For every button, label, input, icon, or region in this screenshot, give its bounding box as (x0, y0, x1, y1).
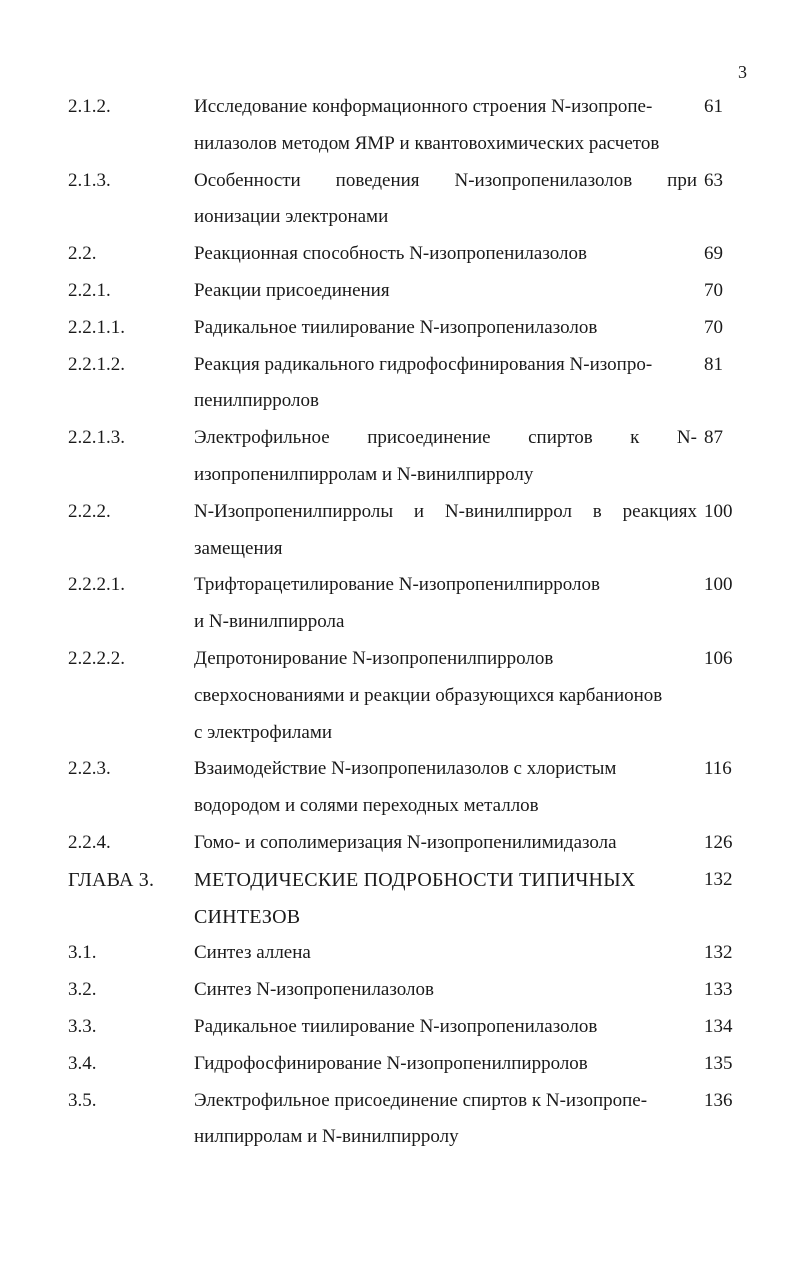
entry-number: 3.2. (68, 979, 97, 1001)
toc-entry-2-2-2 (68, 494, 748, 568)
entry-title-line: Реакции присоединения (194, 279, 390, 301)
page-number: 3 (738, 62, 747, 82)
entry-title-line: замещения (194, 537, 283, 559)
entry-title (194, 1009, 697, 1046)
entry-title-line: Депротонирование N-изопропенилпирролов (194, 647, 554, 669)
toc-entry-chapter-3 (68, 862, 748, 936)
entry-title-line: N-Изопропенилпирролы и N-винилпиррол в реакциях (194, 500, 697, 522)
entry-title (194, 89, 697, 163)
entry-title-line: изопропенилпирролам и N-винилпирролу (194, 463, 534, 485)
entry-number: 2.2.3. (68, 758, 111, 780)
entry-title-line: Особенности поведения N-изопропенилазолов при (194, 169, 697, 191)
entry-page: 126 (704, 831, 733, 853)
entry-title-line: Гидрофосфинирование N-изопропенилпирролов (194, 1052, 588, 1074)
toc-entry-2-2-1-1 (68, 310, 748, 347)
toc-entry-2-2-2-1 (68, 567, 748, 641)
toc-entry-3-3 (68, 1009, 748, 1046)
entry-page: 69 (704, 243, 723, 265)
entry-number: 2.2.2.2. (68, 647, 125, 669)
entry-page: 116 (704, 758, 732, 780)
entry-title-line: с электрофилами (194, 721, 333, 743)
entry-title (194, 236, 697, 273)
entry-title (194, 751, 697, 825)
toc-entry-2-2-3 (68, 751, 748, 825)
entry-number: 3.3. (68, 1015, 97, 1037)
entry-title-line: Взаимодействие N-изопропенилазолов с хлористым (194, 758, 617, 780)
entry-number: 2.1.2. (68, 96, 111, 117)
toc-entry-3-2 (68, 972, 748, 1009)
entry-number: 2.2.4. (68, 831, 111, 853)
entry-page: 132 (704, 942, 733, 964)
entry-number: 2.2.1.1. (68, 316, 125, 338)
entry-page: 70 (704, 316, 723, 338)
entry-title-line: Гомо- и сополимеризация N-изопропенилимидазола (194, 831, 617, 853)
entry-title (194, 825, 697, 862)
entry-page: 81 (704, 353, 723, 375)
entry-number: 3.5. (68, 1089, 97, 1111)
entry-title (194, 1046, 697, 1083)
entry-title-line: Радикальное тиилирование N-изопропенилазолов (194, 316, 598, 338)
entry-title-line: МЕТОДИЧЕСКИЕ ПОДРОБНОСТИ ТИПИЧНЫХ (194, 868, 636, 891)
entry-page: 132 (704, 868, 733, 890)
entry-title (194, 567, 697, 641)
entry-page: 100 (704, 574, 733, 596)
toc-entry-3-4 (68, 1046, 748, 1083)
entry-title-line: Электрофильное присоединение спиртов к N-изопропе- (194, 1089, 648, 1111)
entry-page: 133 (704, 979, 733, 1001)
entry-title (194, 420, 697, 494)
entry-page: 100 (704, 500, 733, 522)
toc-entry-2-2-4 (68, 825, 748, 862)
entry-title-line: Синтез N-изопропенилазолов (194, 979, 434, 1001)
entry-page: 135 (704, 1052, 733, 1074)
entry-number: 2.2.1.2. (68, 353, 125, 375)
toc-entry-2-2-2-2 (68, 641, 748, 751)
entry-title-line: ионизации электронами (194, 206, 389, 228)
entry-title-line: пенилпирролов (194, 390, 319, 412)
entry-title-line: Трифторацетилирование N-изопропенилпирролов (194, 574, 600, 596)
entry-title (194, 862, 697, 936)
entry-title (194, 972, 697, 1009)
entry-number: 3.1. (68, 942, 97, 964)
entry-title-line: Радикальное тиилирование N-изопропенилазолов (194, 1015, 598, 1037)
entry-title-line: водородом и солями переходных металлов (194, 795, 539, 817)
entry-number: 3.4. (68, 1052, 97, 1074)
entry-title (194, 310, 697, 347)
entry-title-line: Синтез аллена (194, 942, 311, 964)
entry-title (194, 494, 697, 568)
toc-entry-2-2-1-3 (68, 420, 748, 494)
toc-entry-3-5 (68, 1083, 748, 1157)
toc-entry-2-2-1-2 (68, 347, 748, 421)
entry-title-line: Реакция радикального гидрофосфинирования N-изопро- (194, 353, 653, 375)
entry-number: 2.2.2. (68, 500, 111, 522)
entry-title (194, 641, 697, 751)
entry-number: 2.2. (68, 243, 97, 265)
entry-page: 136 (704, 1089, 733, 1111)
entry-title-line: Исследование конформационного строения N-изопропе- (194, 96, 653, 117)
entry-number: 2.1.3. (68, 169, 111, 191)
entry-title (194, 1083, 697, 1157)
entry-title-line: нилпирролам и N-винилпирролу (194, 1126, 459, 1148)
entry-title-line: Электрофильное присоединение спиртов к N- (194, 427, 697, 449)
toc-entry-2-2 (68, 236, 748, 273)
entry-page: 87 (704, 427, 723, 449)
entry-number: 2.2.2.1. (68, 574, 125, 596)
entry-title-line: нилазолов методом ЯМР и квантовохимических расчетов (194, 132, 660, 154)
entry-number: 2.2.1. (68, 279, 111, 301)
entry-title-line: и N-винилпиррола (194, 611, 345, 633)
entry-page: 134 (704, 1015, 733, 1037)
toc-entry-3-1 (68, 935, 748, 972)
entry-number: 2.2.1.3. (68, 427, 125, 449)
entry-title (194, 163, 697, 237)
entry-page: 106 (704, 647, 733, 669)
entry-title (194, 273, 697, 310)
entry-page: 63 (704, 169, 723, 191)
toc-entry-2-1-2 (68, 89, 748, 163)
toc-entry-2-1-3 (68, 163, 748, 237)
entry-title-line: Реакционная способность N-изопропенилазолов (194, 243, 587, 265)
entry-page: 70 (704, 279, 723, 301)
entry-number: ГЛАВА 3. (68, 868, 155, 891)
entry-title (194, 935, 697, 972)
entry-title-line: сверхоснованиями и реакции образующихся карбанионов (194, 684, 663, 706)
table-of-contents (68, 89, 748, 1156)
entry-page: 61 (704, 96, 723, 117)
entry-title-line: СИНТЕЗОВ (194, 905, 301, 928)
entry-title (194, 347, 697, 421)
toc-entry-2-2-1 (68, 273, 748, 310)
